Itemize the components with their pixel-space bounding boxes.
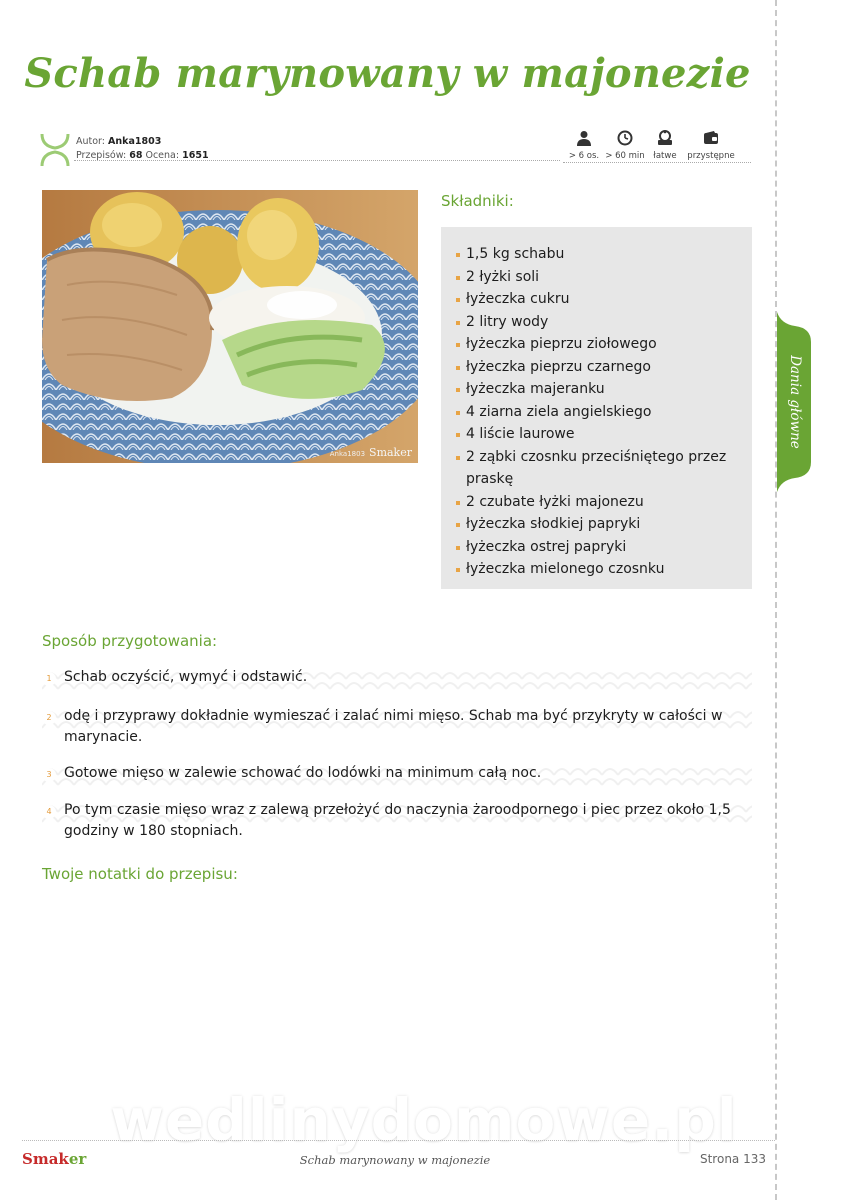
preparation-title: Sposób przygotowania: (42, 632, 218, 650)
rating-label: Ocena: (145, 150, 180, 161)
meta-difficulty-label: łatwe (653, 151, 677, 161)
author-divider (74, 160, 560, 161)
category-tab-label: Dania główne (787, 355, 803, 449)
wallet-icon (703, 130, 719, 146)
recipe-photo (42, 190, 418, 463)
watermark: wedlinydomowe.pl (110, 1086, 738, 1154)
ingredient-item: łyżeczka mielonego czosnku (455, 558, 738, 581)
person-icon (576, 130, 592, 146)
ingredients-list (455, 243, 738, 581)
meta-divider (563, 162, 751, 163)
ingredient-item: 2 litry wody (455, 311, 738, 334)
category-tab-label-wrap (777, 312, 813, 492)
ingredient-item: łyżeczka ostrej papryki (455, 536, 738, 559)
ingredient-item: łyżeczka pieprzu ziołowego (455, 333, 738, 356)
clock-icon (617, 130, 633, 146)
step-text: Gotowe mięso w zalewie schować do lodówki na minimum całą noc. (64, 765, 542, 781)
photo-credit-brand: Smaker (369, 446, 412, 459)
footer-divider (22, 1140, 775, 1141)
meta-difficulty (641, 130, 689, 161)
ingredient-item: 2 łyżki soli (455, 266, 738, 289)
ingredient-item: łyżeczka pieprzu czarnego (455, 356, 738, 379)
cut-line (775, 0, 777, 1200)
ingredient-item: łyżeczka majeranku (455, 378, 738, 401)
rating-value: 1651 (182, 150, 209, 161)
step-item (42, 763, 752, 784)
ingredient-item: 2 ząbki czosnku przeciśniętego przez praskę (455, 446, 738, 491)
page-number: Strona 133 (699, 1152, 766, 1166)
author-logo-icon (38, 132, 72, 168)
step-text: odę i przyprawy dokładnie wymieszać i zalać nimi mięso. Schab ma być przykryty w całości w marynacie. (64, 708, 723, 745)
ingredients-box (441, 227, 752, 589)
step-number: 1 (42, 672, 56, 686)
meta-time-label: > 60 min (605, 151, 645, 161)
meta-cost-label: przystępne (687, 151, 735, 161)
author-text (76, 135, 209, 163)
recipe-title: Schab marynowany w majonezie (24, 50, 751, 97)
footer-recipe-title: Schab marynowany w majonezie (299, 1153, 491, 1167)
ingredients-title: Składniki: (441, 192, 514, 210)
logo-part-red: Smak (22, 1150, 69, 1168)
photo-credit (330, 446, 412, 459)
ingredient-item: 4 ziarna ziela angielskiego (455, 401, 738, 424)
recipe-meta (563, 130, 753, 166)
step-number: 3 (42, 768, 56, 782)
smaker-logo[interactable] (22, 1150, 86, 1168)
step-item (42, 800, 752, 842)
ingredient-item: łyżeczka słodkiej papryki (455, 513, 738, 536)
food-illustration (42, 190, 418, 463)
notes-title: Twoje notatki do przepisu: (42, 865, 238, 883)
ingredient-item: 1,5 kg schabu (455, 243, 738, 266)
step-number: 2 (42, 711, 56, 725)
ingredient-item: łyżeczka cukru (455, 288, 738, 311)
step-item (42, 667, 752, 688)
meta-servings-label: > 6 os. (568, 151, 600, 161)
ingredient-item: 4 liście laurowe (455, 423, 738, 446)
chef-hat-icon (656, 130, 674, 146)
author-label: Autor: (76, 136, 105, 147)
step-item (42, 706, 752, 748)
meta-cost (687, 130, 735, 161)
step-number: 4 (42, 805, 56, 819)
photo-credit-user: Anka1803 (329, 450, 366, 458)
recipes-label: Przepisów: (76, 150, 127, 161)
author-name[interactable]: Anka1803 (108, 136, 162, 147)
step-text: Po tym czasie mięso wraz z zalewą przełożyć do naczynia żaroodpornego i piec przez około 1,5 godziny w 180 stopniach. (64, 802, 731, 839)
ingredient-item: 2 czubate łyżki majonezu (455, 491, 738, 514)
step-text: Schab oczyścić, wymyć i odstawić. (64, 669, 308, 685)
logo-part-green: er (68, 1150, 87, 1168)
recipes-count: 68 (129, 150, 143, 161)
